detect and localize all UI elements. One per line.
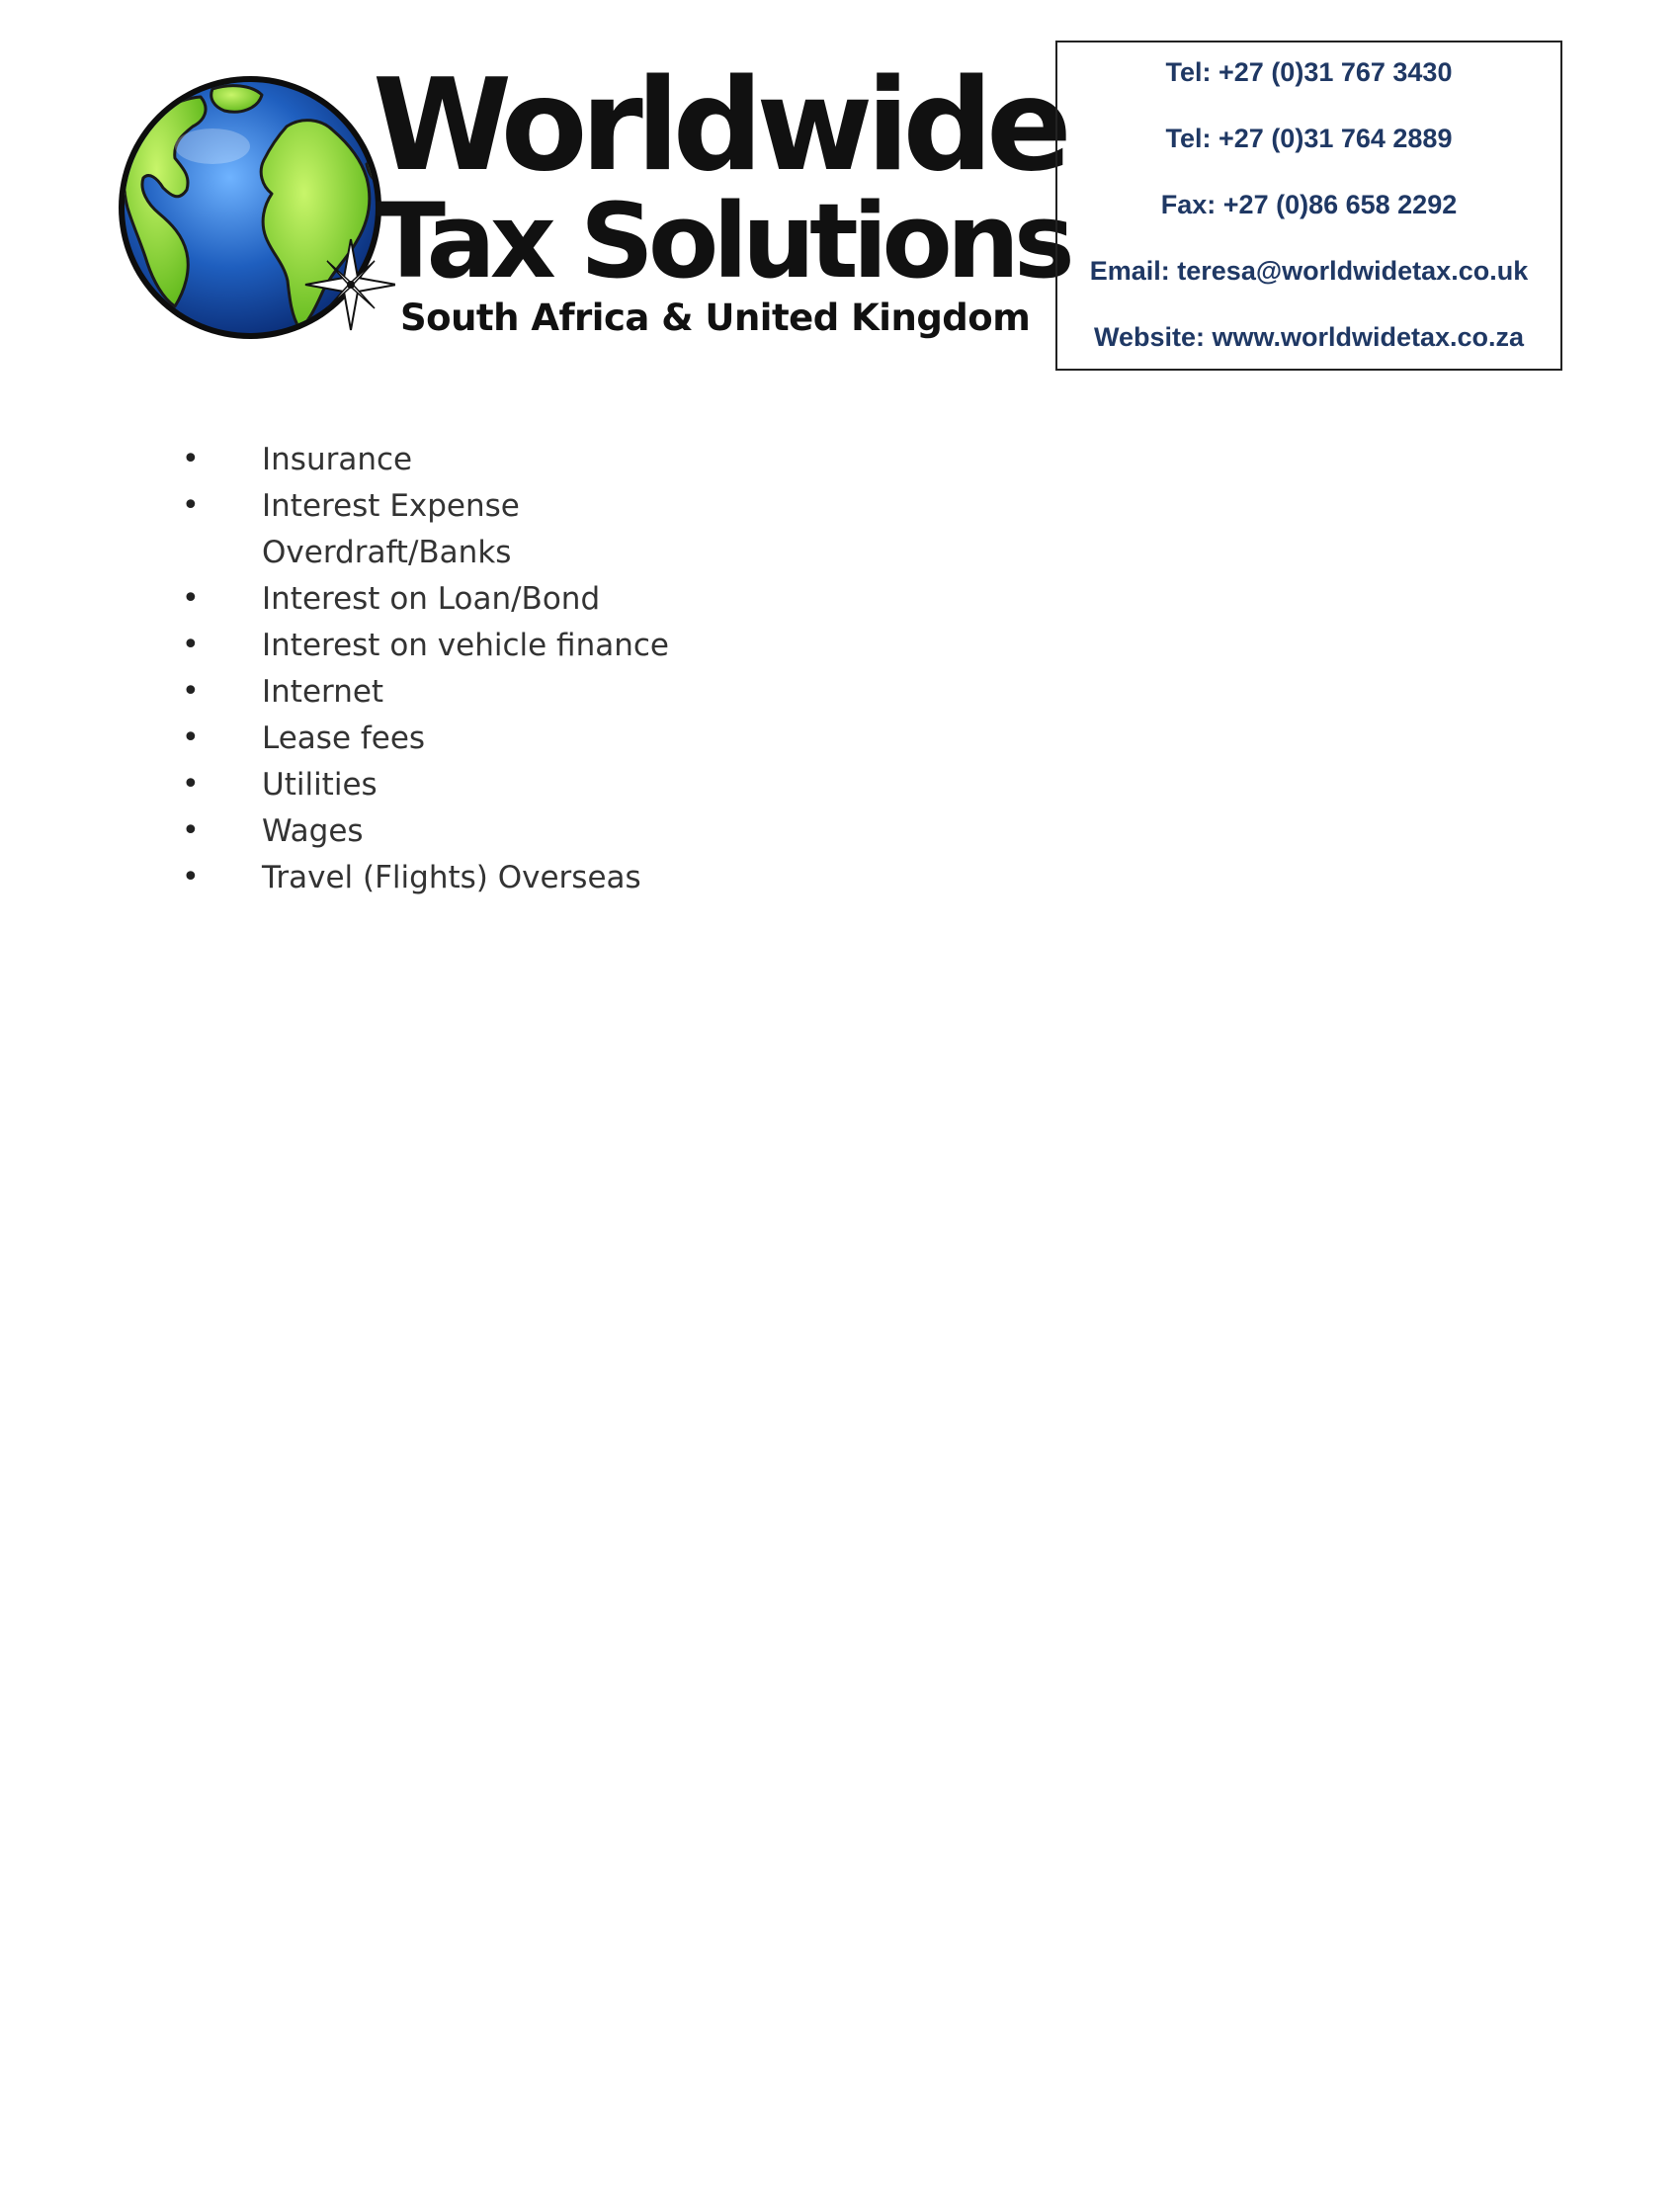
brand-name-line2: Tax Solutions <box>376 181 1069 301</box>
bullet: • <box>182 581 200 616</box>
bullet: • <box>182 488 200 523</box>
bullet: • <box>182 860 200 894</box>
brand-name-line1: Worldwide <box>373 52 1065 200</box>
list-item-text: Wages <box>262 813 364 849</box>
list-item-text: Travel (Flights) Overseas <box>262 860 641 895</box>
contact-info-box <box>1055 41 1562 371</box>
list-item-text: Internet <box>262 674 384 710</box>
bullet: • <box>182 442 200 476</box>
list-item-text: Utilities <box>262 767 378 803</box>
contact-fax: Fax: +27 (0)86 658 2292 <box>1160 190 1458 219</box>
list-item-text: Lease fees <box>262 721 426 756</box>
brand-tagline: South Africa & United Kingdom <box>400 297 1031 339</box>
list-item-text: Overdraft/Banks <box>262 535 512 570</box>
bullet: • <box>182 721 200 755</box>
list-item-text: Insurance <box>262 442 413 477</box>
globe-icon <box>114 69 395 351</box>
bullet: • <box>182 674 200 709</box>
contact-tel-1: Tel: +27 (0)31 767 3430 <box>1165 57 1453 87</box>
contact-email[interactable]: Email: teresa@worldwidetax.co.uk <box>1089 256 1529 286</box>
bullet: • <box>182 813 200 848</box>
contact-website[interactable]: Website: www.worldwidetax.co.za <box>1093 322 1525 352</box>
list-item-text: Interest Expense <box>262 488 520 524</box>
list-item-text: Interest on Loan/Bond <box>262 581 601 617</box>
company-logo <box>114 52 1069 351</box>
list-item-text: Interest on vehicle finance <box>262 628 669 663</box>
contact-tel-2: Tel: +27 (0)31 764 2889 <box>1165 124 1453 153</box>
bullet: • <box>182 767 200 802</box>
bullet: • <box>182 628 200 662</box>
